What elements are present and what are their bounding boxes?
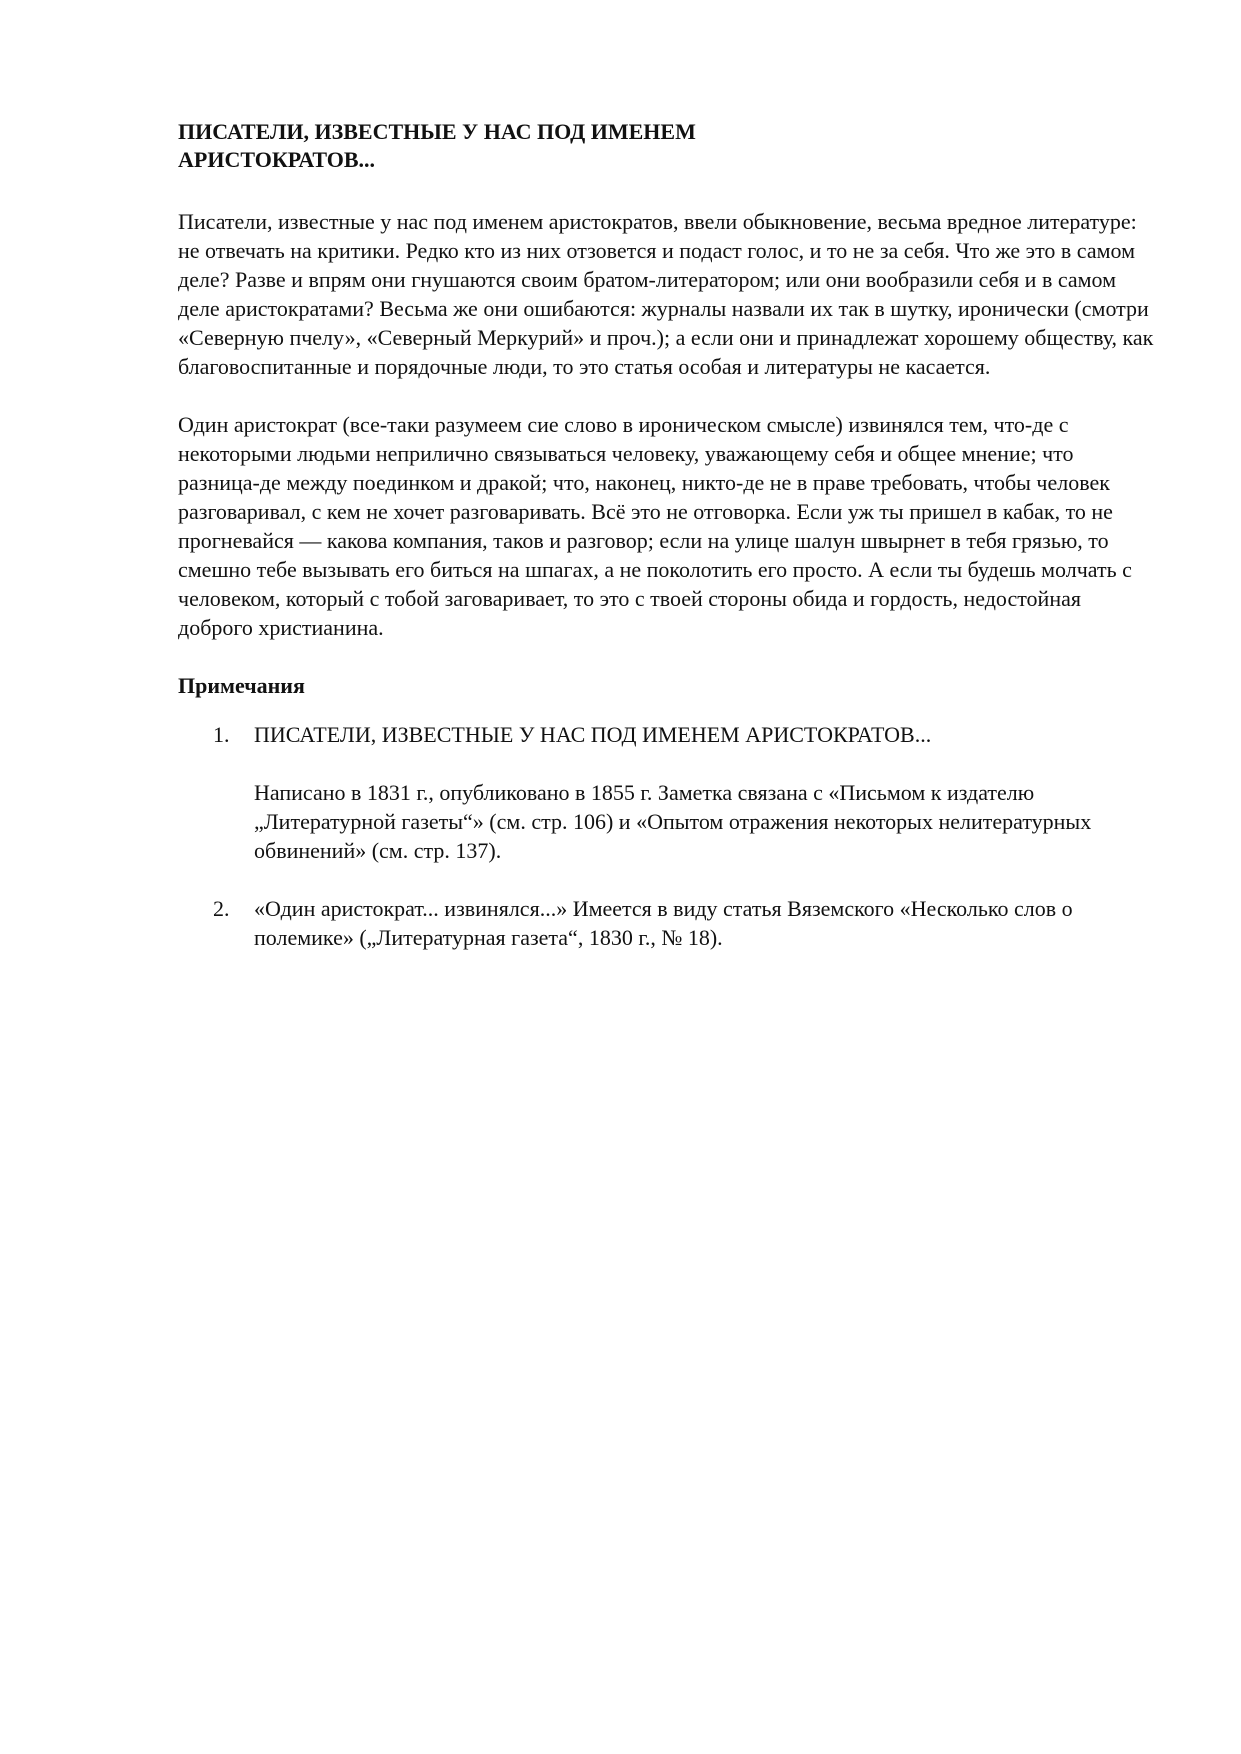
note-body: Написано в 1831 г., опубликовано в 1855 г. Заметка связана с «Письмом к издателю „Литературной газеты“» (см. стр. 106) и «Опытом отражения некоторых нелитературных обвинений» (см. стр. 137). <box>254 780 1092 863</box>
document-page <box>178 118 1158 952</box>
notes-list <box>178 720 1158 952</box>
paragraph-2: Один аристократ (все-таки разумеем сие слово в ироническом смысле) извинялся тем, что-де с некоторыми людьми неприлично связываться человеку, уважающему себя и общее мнение; что разница-де между поединком и дракой; что, наконец, никто-де не в праве требовать, чтобы человек разговаривал, с кем не хочет разговаривать. Всё это не отговорка. Если уж ты пришел в кабак, то не прогневайся — какова компания, таков и разговор; если на улице шалун швырнет в тебя грязью, то смешно тебе вызывать его биться на шпагах, а не поколотить его просто. А если ты будешь молчать с человеком, который с тобой заговаривает, то это с твоей стороны обида и гордость, недостойная доброго христианина. <box>178 412 1132 640</box>
notes-heading: Примечания <box>178 673 305 698</box>
note-title: «Один аристократ... извинялся...» Имеется в виду статья Вяземского «Несколько слов о полемике» („Литературная газета“, 1830 г., № 18). <box>254 896 1073 950</box>
note-number: 1. <box>213 722 230 747</box>
document-title: ПИСАТЕЛИ, ИЗВЕСТНЫЕ У НАС ПОД ИМЕНЕМ АРИСТОКРАТОВ... <box>178 119 696 172</box>
note-number: 2. <box>213 896 230 921</box>
note-item-2 <box>178 894 1158 952</box>
paragraph-1: Писатели, известные у нас под именем аристократов, ввели обыкновение, весьма вредное литературе: не отвечать на критики. Редко кто из них отзовется и подаст голос, и то не за себя. Что же это в самом деле? Разве и впрям они гнушаются своим братом-литератором; или они вообразили себя и в самом деле аристократами? Весьма же они ошибаются: журналы назвали их так в шутку, иронически (смотри «Северную пчелу», «Северный Меркурий» и проч.); а если они и принадлежат хорошему обществу, как благовоспитанные и порядочные люди, то это статья особая и литературы не касается. <box>178 209 1154 379</box>
note-item-1 <box>178 720 1158 865</box>
note-title: ПИСАТЕЛИ, ИЗВЕСТНЫЕ У НАС ПОД ИМЕНЕМ АРИСТОКРАТОВ... <box>254 722 932 747</box>
